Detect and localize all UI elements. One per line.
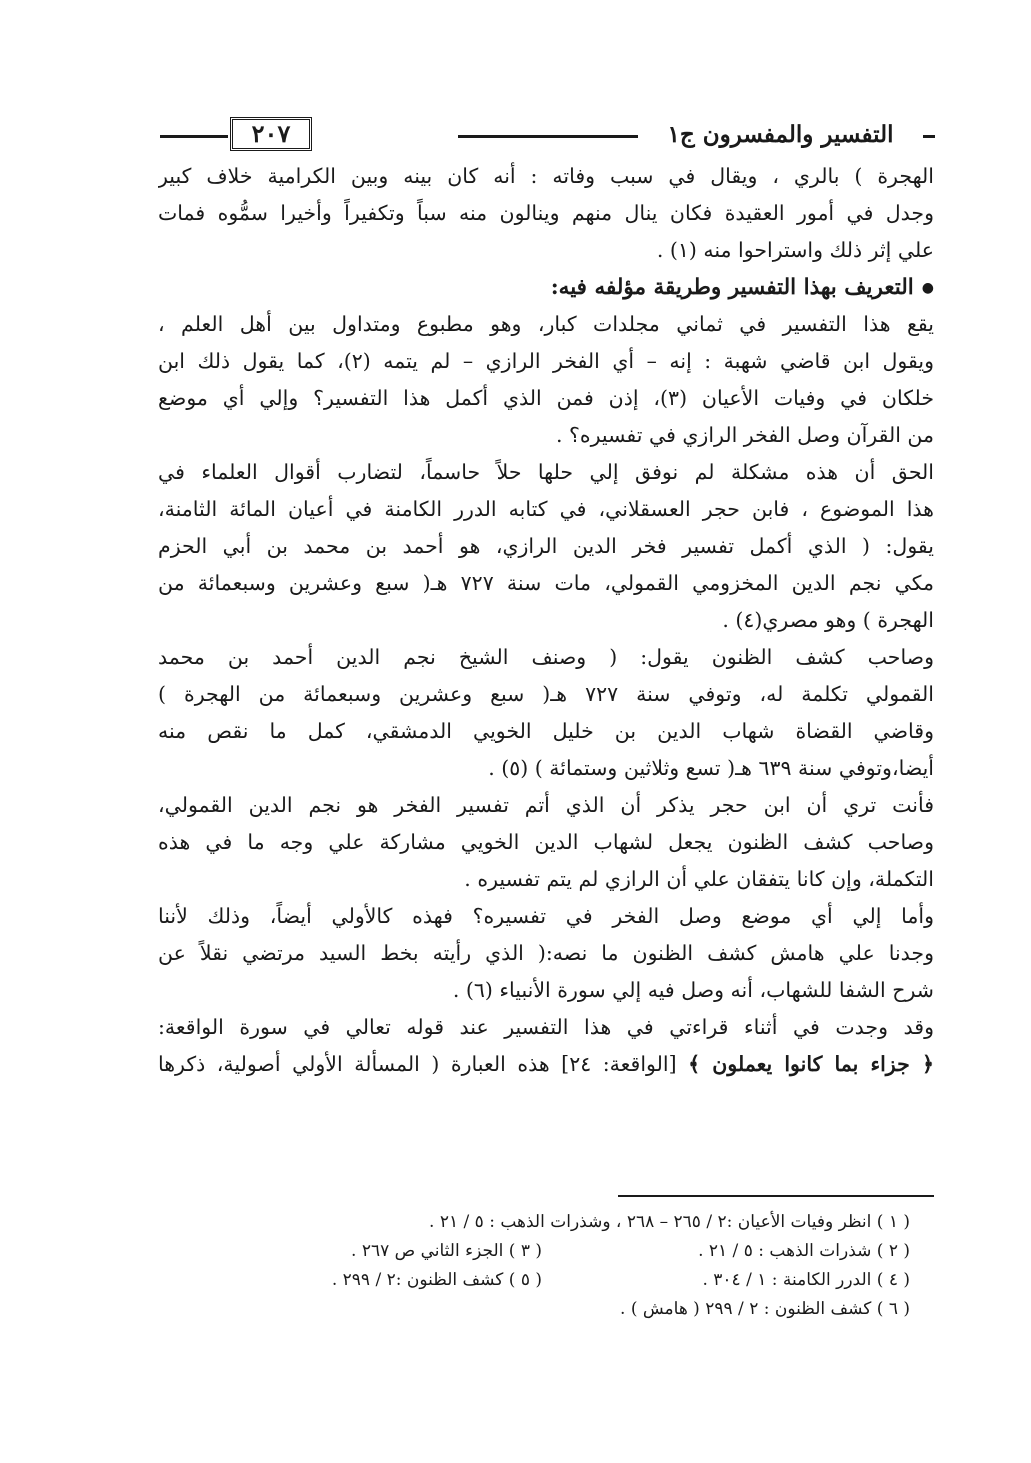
text-line: وجدل في أمور العقيدة فكان ينال منهم وينالون منه سباً وتكفيراً وأخيرا سمُّوه فمات <box>158 201 934 225</box>
header-rule <box>160 135 228 138</box>
text-line: الحق أن هذه مشكلة لم نوفق إلي حلها حلاً حاسماً، لتضارب أقوال العلماء في <box>158 460 934 484</box>
text-line: التكملة، وإن كانا يتفقان علي أن الرازي لم يتم تفسيره . <box>464 867 934 891</box>
text-line: ويقول ابن قاضي شهبة : إنه – أي الفخر الرازي – لم يتمه (٢)، كما يقول ذلك ابن <box>158 349 934 373</box>
running-title: التفسير والمفسرون ج١ <box>667 121 894 148</box>
text-line: خلكان في وفيات الأعيان (٣)، إذن فمن الذي أكمل هذا التفسير؟ وإلي أي موضع <box>158 386 934 410</box>
text-line: وجدنا علي هامش كشف الظنون ما نصه:( الذي رأيته بخط السيد مرتضي نقلاً عن <box>158 941 934 965</box>
text-line-continuation: [الواقعة: ٢٤] هذه العبارة ( المسألة الأولي أصولية، ذكرها <box>158 1052 677 1076</box>
footnote: ( ١ ) انظر وفيات الأعيان :٢ / ٢٦٥ – ٢٦٨ ، وشذرات الذهب : ٥ / ٢١ . <box>429 1212 910 1232</box>
body-text <box>158 158 934 1083</box>
text-line: يقع هذا التفسير في ثماني مجلدات كبار، وهو مطبوع ومتداول بين أهل العلم ، <box>158 312 934 336</box>
text-line: يقول: ( الذي أكمل تفسير فخر الدين الرازي، هو أحمد بن محمد بن أبي الحزم <box>158 534 934 558</box>
footnote: ( ٣ ) الجزء الثاني ص ٢٦٧ . <box>351 1241 542 1261</box>
section-heading-text: التعريف بهذا التفسير وطريقة مؤلفه فيه: <box>550 275 914 300</box>
footnote: ( ٢ ) شذرات الذهب : ٥ / ٢١ . <box>698 1241 910 1261</box>
text-line <box>158 1046 934 1083</box>
text-line: القمولي تكلمة له، وتوفي سنة ٧٢٧ هـ( سبع وعشرين وسبعمائة من الهجرة ) <box>158 682 934 706</box>
text-line: شرح الشفا للشهاب، أنه وصل فيه إلي سورة الأنبياء (٦) . <box>452 978 934 1002</box>
footnote: ( ٦ ) كشف الظنون : ٢ / ٢٩٩ ( هامش ) . <box>620 1299 910 1319</box>
text-line: الهجرة ) بالري ، ويقال في سبب وفاته : أنه كان بينه وبين الكرامية خلاف كبير <box>158 164 934 188</box>
text-line: وقاضي القضاة شهاب الدين بن خليل الخويي الدمشقي، كمل ما نقص منه <box>158 719 934 743</box>
footnote: ( ٤ ) الدرر الكامنة : ١ / ٣٠٤ . <box>702 1270 910 1290</box>
text-line: علي إثر ذلك واستراحوا منه (١) . <box>656 238 934 262</box>
quran-verse: ﴿ جزاء بما كانوا يعملون ﴾ <box>688 1052 934 1076</box>
text-line: الهجرة ) وهو مصري(٤) . <box>722 608 934 632</box>
footnotes <box>230 1208 910 1324</box>
footnote-separator <box>618 1195 934 1197</box>
bullet-icon: ● <box>921 279 934 296</box>
text-line: فأنت تري أن ابن حجر يذكر أن الذي أتم تفسير الفخر هو نجم الدين القمولي، <box>158 793 934 817</box>
footnote-row <box>230 1237 910 1266</box>
text-line: وقد وجدت في أثناء قراءتي في هذا التفسير عند قوله تعالي في سورة الواقعة: <box>158 1015 934 1039</box>
footnote: ( ٥ ) كشف الظنون :٢ / ٢٩٩ . <box>331 1270 542 1290</box>
text-line: وأما إلي أي موضع وصل الفخر في تفسيره؟ فهذه كالأولي أيضاً، وذلك لأننا <box>158 904 934 928</box>
text-line: وصاحب كشف الظنون يجعل لشهاب الدين الخويي مشاركة علي وجه ما في هذه <box>158 830 934 854</box>
text-line: هذا الموضوع ، فابن حجر العسقلاني، في كتابه الدرر الكامنة في أعيان المائة الثامنة، <box>158 497 934 521</box>
section-heading <box>158 269 934 306</box>
text-line: وصاحب كشف الظنون يقول: ( وصنف الشيخ نجم الدين أحمد بن محمد <box>158 645 934 669</box>
header-rule <box>458 135 638 138</box>
running-header <box>160 116 935 156</box>
page-number: ٢٠٧ <box>230 117 312 151</box>
header-rule <box>923 135 935 138</box>
text-line: من القرآن وصل الفخر الرازي في تفسيره؟ . <box>555 423 934 447</box>
text-line: أيضا،وتوفي سنة ٦٣٩ هـ( تسع وثلاثين وستمائة ) (٥) . <box>488 756 934 780</box>
text-line: مكي نجم الدين المخزومي القمولي، مات سنة ٧٢٧ هـ( سبع وعشرين وسبعمائة من <box>158 571 934 595</box>
footnote-row <box>230 1266 910 1295</box>
